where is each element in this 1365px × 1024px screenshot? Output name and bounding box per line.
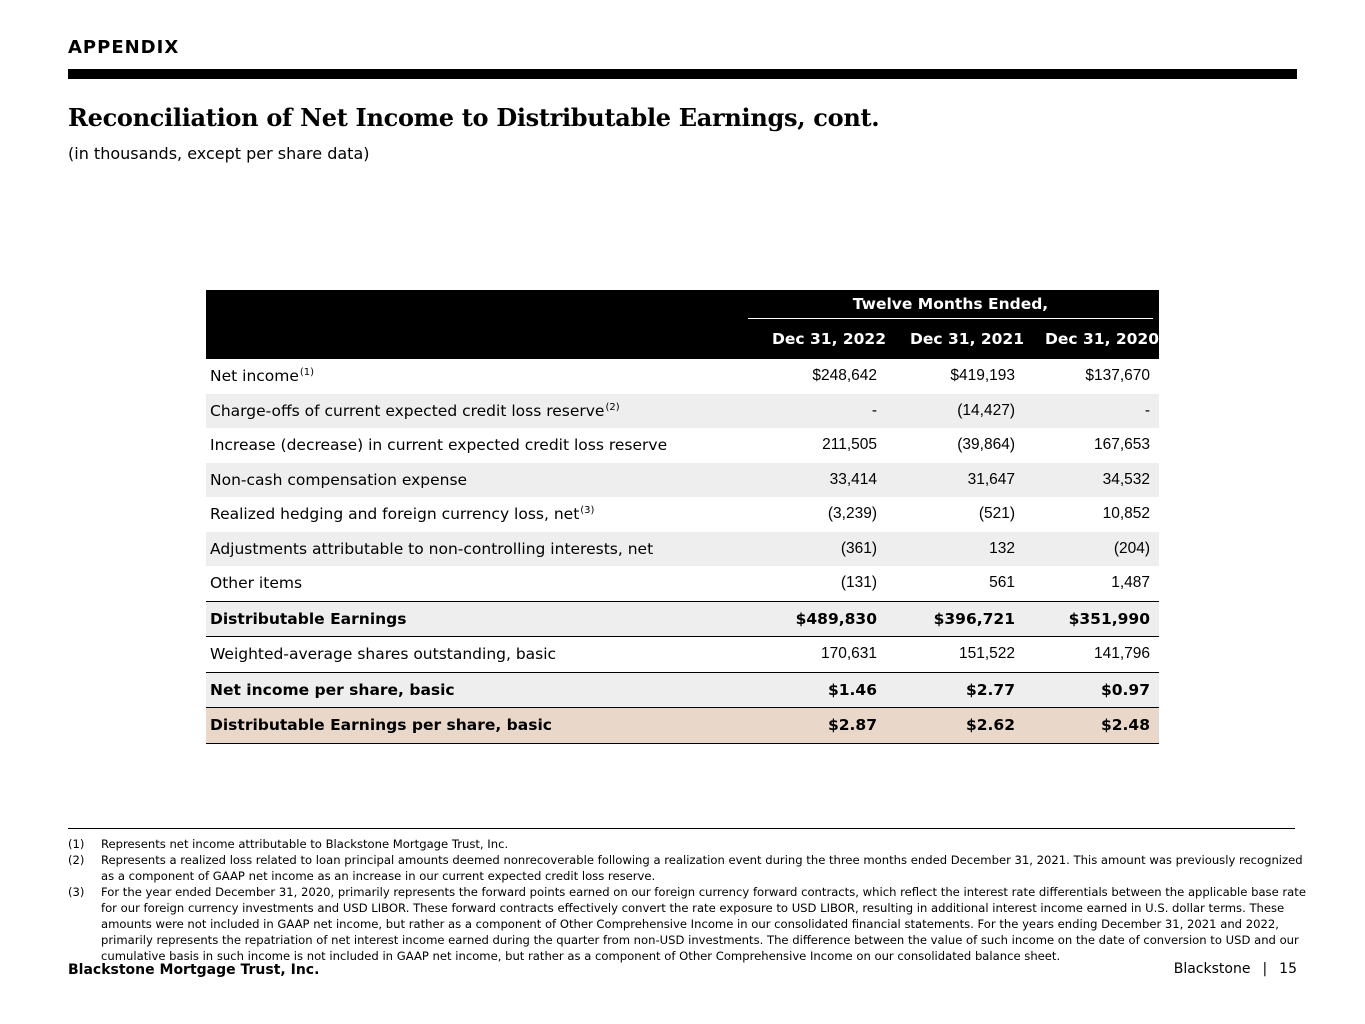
column-header-2020: Dec 31, 2020 [1024, 319, 1159, 359]
footnote-number: (2) [68, 853, 85, 867]
cell-2020: (204) [1024, 532, 1159, 567]
footnote-number: (3) [68, 885, 85, 899]
highlighted-row [206, 708, 1159, 744]
footnote-2 [68, 852, 1308, 884]
cell-2022: (3,239) [827, 505, 877, 523]
cell-2021: 132 [886, 532, 1024, 567]
section-label: APPENDIX [68, 37, 180, 58]
table-header-blank-2 [206, 319, 748, 359]
cell-2022: 211,505 [822, 436, 877, 454]
cell-2020: $137,670 [1085, 367, 1150, 385]
cell-2022: (361) [748, 532, 886, 567]
cell-2021: (39,864) [957, 436, 1015, 454]
cell-2020: $2.48 [1024, 708, 1159, 744]
footer-company: Blackstone Mortgage Trust, Inc. [68, 962, 320, 978]
cell-2022: $1.46 [748, 672, 886, 708]
footnote-1 [68, 836, 1308, 852]
cell-2021: (521) [978, 505, 1015, 523]
cell-2020: 34,532 [1024, 463, 1159, 498]
table-row [206, 394, 1159, 429]
table-row [206, 532, 1159, 567]
per-share-row [206, 672, 1159, 708]
cell-2021: $2.77 [886, 672, 1024, 708]
table-group-header [748, 290, 1159, 319]
row-label: Net income [210, 367, 299, 386]
cell-2020: 167,653 [1093, 436, 1150, 454]
table-row [206, 359, 1159, 394]
column-header-2022: Dec 31, 2022 [748, 319, 886, 359]
footnote-text: Represents net income attributable to Blackstone Mortgage Trust, Inc. [101, 837, 509, 851]
row-label: Adjustments attributable to non-controlling interests, net [206, 532, 748, 567]
table-row [206, 566, 1159, 601]
header-rule [68, 69, 1297, 79]
cell-2020: $351,990 [1024, 601, 1159, 637]
column-header-2021: Dec 31, 2021 [886, 319, 1024, 359]
cell-2021: 31,647 [886, 463, 1024, 498]
row-label: Non-cash compensation expense [206, 463, 748, 498]
page-number: 15 [1279, 961, 1297, 977]
reconciliation-table [206, 290, 1159, 744]
cell-2022: $248,642 [812, 367, 877, 385]
footnote-ref: (2) [605, 401, 620, 413]
table-row [206, 637, 1159, 673]
brand-name: Blackstone [1173, 961, 1251, 977]
row-label: Distributable Earnings [206, 601, 748, 637]
group-header-label: Twelve Months Ended, [748, 291, 1153, 319]
footnote-text: For the year ended December 31, 2020, primarily represents the forward points earned on our foreign currency forward contracts, which reflect the interest rate differentials between the applicable base rate for our foreign currency investments and USD LIBOR. These forward contracts effectively convert the rate exposure to USD LIBOR, resulting in additional interest income earned in U.S. dollar terms. These amounts were not included in GAAP net income, but rather as a component of Other Comprehensive Income in our consolidated financial statements. For the years ending December 31, 2021 and 2022, primarily represents the repatriation of net interest income earned during the quarter from non-USD investments. The difference between the value of such income on the date of conversion to USD and our cumulative basis in such income is not included in GAAP net income, but rather as a component of Other Comprehensive Income on our consolidated balance sheet. [101, 885, 1306, 963]
table-header-blank [206, 290, 748, 319]
footnotes [68, 836, 1308, 964]
cell-2021: $2.62 [886, 708, 1024, 744]
cell-2020: - [1024, 394, 1159, 429]
cell-2021: $396,721 [886, 601, 1024, 637]
cell-2022: $489,830 [748, 601, 886, 637]
page-title: Reconciliation of Net Income to Distributable Earnings, cont. [68, 103, 880, 132]
row-label: Increase (decrease) in current expected credit loss reserve [210, 436, 668, 455]
cell-2021: 151,522 [886, 637, 1024, 673]
cell-2021: (14,427) [886, 394, 1024, 429]
cell-2022: $2.87 [748, 708, 886, 744]
cell-2022: - [748, 394, 886, 429]
cell-2022: (131) [840, 574, 877, 592]
footnote-ref: (3) [580, 505, 595, 517]
row-label: Distributable Earnings per share, basic [206, 708, 748, 744]
table-row [206, 463, 1159, 498]
row-label: Net income per share, basic [206, 672, 748, 708]
cell-2021: $419,193 [950, 367, 1015, 385]
table-row [206, 497, 1159, 532]
footnote-ref: (1) [299, 367, 315, 379]
row-label: Realized hedging and foreign currency loss, net [210, 505, 580, 524]
footnote-rule [68, 828, 1295, 829]
cell-2022: 33,414 [748, 463, 886, 498]
page-subtitle: (in thousands, except per share data) [68, 144, 370, 163]
table-row [206, 428, 1159, 463]
footnote-number: (1) [68, 837, 85, 851]
cell-2022: 170,631 [748, 637, 886, 673]
cell-2020: $0.97 [1024, 672, 1159, 708]
footnote-text: Represents a realized loss related to loan principal amounts deemed nonrecoverable following a realization event during the three months ended December 31, 2021. This amount was previously recognized as a component of GAAP net income as an increase in our current expected credit loss reserve. [101, 853, 1303, 883]
footnote-3 [68, 884, 1308, 964]
row-label: Weighted-average shares outstanding, basic [206, 637, 748, 673]
row-label: Charge-offs of current expected credit loss reserve [210, 401, 605, 420]
footer-brand [1174, 961, 1297, 977]
cell-2020: 1,487 [1111, 574, 1150, 592]
cell-2020: 10,852 [1102, 505, 1150, 523]
total-row [206, 601, 1159, 637]
row-label: Other items [210, 574, 303, 593]
cell-2020: 141,796 [1024, 637, 1159, 673]
cell-2021: 561 [989, 574, 1015, 592]
footer-separator: | [1262, 961, 1268, 977]
